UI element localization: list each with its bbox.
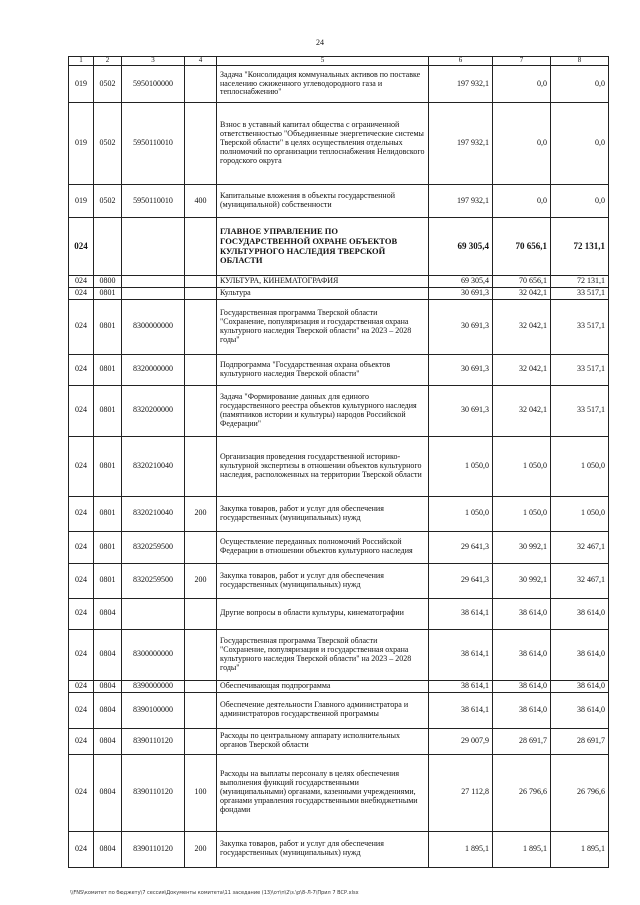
cell-amount-2026: 72 131,1 bbox=[551, 218, 609, 276]
cell-amount-2025: 32 042,1 bbox=[493, 354, 551, 385]
cell-amount-2024: 30 691,3 bbox=[429, 354, 493, 385]
cell-expense-type bbox=[185, 436, 217, 496]
cell-amount-2026: 28 691,7 bbox=[551, 728, 609, 754]
cell-expense-type bbox=[185, 276, 217, 288]
cell-section-code: 0804 bbox=[94, 598, 122, 629]
cell-target-article: 8320259500 bbox=[122, 563, 185, 598]
cell-section-code: 0804 bbox=[94, 754, 122, 831]
cell-target-article: 8390110120 bbox=[122, 728, 185, 754]
table-row bbox=[69, 531, 609, 563]
table-row bbox=[69, 598, 609, 629]
cell-amount-2026: 38 614,0 bbox=[551, 598, 609, 629]
cell-expense-type bbox=[185, 629, 217, 680]
cell-amount-2024: 69 305,4 bbox=[429, 218, 493, 276]
column-header: 4 bbox=[185, 57, 217, 66]
cell-description: Расходы по центральному аппарату исполнительных органов Тверской области bbox=[217, 728, 429, 754]
column-header: 1 bbox=[69, 57, 94, 66]
cell-amount-2024: 30 691,3 bbox=[429, 287, 493, 299]
cell-amount-2026: 1 050,0 bbox=[551, 436, 609, 496]
cell-section-code: 0804 bbox=[94, 728, 122, 754]
cell-amount-2024: 30 691,3 bbox=[429, 299, 493, 354]
cell-expense-type bbox=[185, 287, 217, 299]
cell-target-article: 8390100000 bbox=[122, 692, 185, 728]
cell-section-code: 0804 bbox=[94, 692, 122, 728]
cell-admin-code: 024 bbox=[69, 629, 94, 680]
cell-target-article bbox=[122, 598, 185, 629]
cell-amount-2024: 38 614,1 bbox=[429, 629, 493, 680]
cell-admin-code: 019 bbox=[69, 185, 94, 218]
cell-target-article: 8320200000 bbox=[122, 385, 185, 436]
table-row bbox=[69, 66, 609, 103]
cell-amount-2026: 33 517,1 bbox=[551, 354, 609, 385]
cell-expense-type: 100 bbox=[185, 754, 217, 831]
cell-amount-2025: 0,0 bbox=[493, 185, 551, 218]
cell-admin-code: 024 bbox=[69, 385, 94, 436]
footer-file-path: \\FNS\комитет по бюджету\7 сессия\Документы комитета\11 заседание (13)\от\п\2\з.\р\8-Л-7\Прил 7 ВСР.xlsx bbox=[70, 890, 359, 896]
cell-section-code bbox=[94, 218, 122, 276]
cell-amount-2024: 38 614,1 bbox=[429, 598, 493, 629]
cell-admin-code: 024 bbox=[69, 354, 94, 385]
cell-admin-code: 019 bbox=[69, 66, 94, 103]
table-row bbox=[69, 385, 609, 436]
cell-amount-2025: 1 050,0 bbox=[493, 496, 551, 531]
cell-amount-2024: 197 932,1 bbox=[429, 103, 493, 185]
cell-description: Обеспечение деятельности Главного администратора и администраторов государственной программы bbox=[217, 692, 429, 728]
cell-admin-code: 024 bbox=[69, 754, 94, 831]
cell-admin-code: 024 bbox=[69, 831, 94, 867]
cell-section-code: 0801 bbox=[94, 496, 122, 531]
cell-amount-2024: 27 112,8 bbox=[429, 754, 493, 831]
cell-admin-code: 024 bbox=[69, 496, 94, 531]
cell-amount-2024: 30 691,3 bbox=[429, 385, 493, 436]
table-row bbox=[69, 496, 609, 531]
cell-amount-2026: 0,0 bbox=[551, 66, 609, 103]
cell-target-article: 8320000000 bbox=[122, 354, 185, 385]
table-row bbox=[69, 680, 609, 692]
cell-expense-type: 200 bbox=[185, 563, 217, 598]
cell-amount-2025: 1 895,1 bbox=[493, 831, 551, 867]
cell-description: Расходы на выплаты персоналу в целях обеспечения выполнения функций государственными (муниципальными) органами, казенными учреждениями, органами управления государственными внебюджетными фондами bbox=[217, 754, 429, 831]
cell-section-code: 0502 bbox=[94, 66, 122, 103]
page-number: 24 bbox=[316, 38, 324, 47]
cell-amount-2026: 0,0 bbox=[551, 185, 609, 218]
cell-expense-type bbox=[185, 218, 217, 276]
cell-amount-2024: 1 050,0 bbox=[429, 436, 493, 496]
cell-description: Другие вопросы в области культуры, кинематографии bbox=[217, 598, 429, 629]
cell-amount-2025: 28 691,7 bbox=[493, 728, 551, 754]
cell-amount-2024: 197 932,1 bbox=[429, 66, 493, 103]
cell-amount-2025: 32 042,1 bbox=[493, 299, 551, 354]
cell-target-article: 8390110120 bbox=[122, 831, 185, 867]
cell-target-article bbox=[122, 287, 185, 299]
column-header: 5 bbox=[217, 57, 429, 66]
cell-expense-type bbox=[185, 680, 217, 692]
cell-section-code: 0801 bbox=[94, 531, 122, 563]
table-row bbox=[69, 354, 609, 385]
cell-admin-code: 024 bbox=[69, 287, 94, 299]
cell-amount-2026: 38 614,0 bbox=[551, 692, 609, 728]
cell-amount-2024: 197 932,1 bbox=[429, 185, 493, 218]
cell-amount-2025: 32 042,1 bbox=[493, 385, 551, 436]
cell-section-code: 0502 bbox=[94, 103, 122, 185]
table-row bbox=[69, 276, 609, 288]
cell-description: Государственная программа Тверской области "Сохранение, популяризация и государственная охрана культурного наследия Тверской области" на 2023 – 2028 годы" bbox=[217, 629, 429, 680]
column-header: 2 bbox=[94, 57, 122, 66]
column-number-header-row bbox=[69, 57, 609, 66]
table-row bbox=[69, 287, 609, 299]
cell-amount-2026: 0,0 bbox=[551, 103, 609, 185]
cell-expense-type bbox=[185, 692, 217, 728]
cell-amount-2025: 38 614,0 bbox=[493, 629, 551, 680]
cell-amount-2025: 30 992,1 bbox=[493, 531, 551, 563]
cell-amount-2024: 29 641,3 bbox=[429, 531, 493, 563]
cell-description: КУЛЬТУРА, КИНЕМАТОГРАФИЯ bbox=[217, 276, 429, 288]
cell-section-code: 0801 bbox=[94, 385, 122, 436]
table-row bbox=[69, 831, 609, 867]
table-row bbox=[69, 692, 609, 728]
cell-section-code: 0800 bbox=[94, 276, 122, 288]
table-row bbox=[69, 563, 609, 598]
cell-amount-2026: 38 614,0 bbox=[551, 629, 609, 680]
cell-description: Организация проведения государственной историко-культурной экспертизы в отношении объектов культурного наследия, расположенных на территории Тверской области bbox=[217, 436, 429, 496]
cell-amount-2024: 1 050,0 bbox=[429, 496, 493, 531]
table-row bbox=[69, 629, 609, 680]
table-row bbox=[69, 436, 609, 496]
cell-section-code: 0801 bbox=[94, 299, 122, 354]
cell-amount-2026: 26 796,6 bbox=[551, 754, 609, 831]
cell-target-article: 8320210040 bbox=[122, 436, 185, 496]
cell-admin-code: 024 bbox=[69, 728, 94, 754]
cell-amount-2026: 32 467,1 bbox=[551, 531, 609, 563]
cell-section-code: 0804 bbox=[94, 629, 122, 680]
cell-description: Осуществление переданных полномочий Российской Федерации в отношении объектов культурного наследия bbox=[217, 531, 429, 563]
cell-target-article bbox=[122, 218, 185, 276]
cell-expense-type: 200 bbox=[185, 831, 217, 867]
cell-amount-2024: 1 895,1 bbox=[429, 831, 493, 867]
cell-admin-code: 024 bbox=[69, 531, 94, 563]
cell-admin-code: 019 bbox=[69, 103, 94, 185]
cell-amount-2026: 38 614,0 bbox=[551, 680, 609, 692]
cell-admin-code: 024 bbox=[69, 563, 94, 598]
column-header: 6 bbox=[429, 57, 493, 66]
cell-amount-2025: 70 656,1 bbox=[493, 276, 551, 288]
column-header: 8 bbox=[551, 57, 609, 66]
table-row bbox=[69, 218, 609, 276]
cell-admin-code: 024 bbox=[69, 218, 94, 276]
cell-amount-2025: 1 050,0 bbox=[493, 436, 551, 496]
cell-amount-2026: 33 517,1 bbox=[551, 299, 609, 354]
cell-description: Задача "Формирование данных для единого государственного реестра объектов культурного наследия (памятников истории и культуры) народов Российской Федерации" bbox=[217, 385, 429, 436]
cell-target-article: 8320210040 bbox=[122, 496, 185, 531]
cell-amount-2026: 33 517,1 bbox=[551, 287, 609, 299]
cell-admin-code: 024 bbox=[69, 299, 94, 354]
cell-target-article: 5950110010 bbox=[122, 103, 185, 185]
cell-target-article: 8300000000 bbox=[122, 629, 185, 680]
cell-expense-type: 400 bbox=[185, 185, 217, 218]
cell-amount-2024: 38 614,1 bbox=[429, 692, 493, 728]
cell-target-article: 8320259500 bbox=[122, 531, 185, 563]
cell-description: Задача "Консолидация коммунальных активов по поставке населению сжиженного углеводородного газа и теплоснабжению" bbox=[217, 66, 429, 103]
cell-amount-2026: 32 467,1 bbox=[551, 563, 609, 598]
cell-description: Закупка товаров, работ и услуг для обеспечения государственных (муниципальных) нужд bbox=[217, 496, 429, 531]
cell-amount-2025: 0,0 bbox=[493, 103, 551, 185]
cell-description: Закупка товаров, работ и услуг для обеспечения государственных (муниципальных) нужд bbox=[217, 831, 429, 867]
cell-amount-2025: 70 656,1 bbox=[493, 218, 551, 276]
cell-section-code: 0801 bbox=[94, 563, 122, 598]
cell-expense-type bbox=[185, 385, 217, 436]
cell-admin-code: 024 bbox=[69, 680, 94, 692]
cell-target-article: 8300000000 bbox=[122, 299, 185, 354]
cell-admin-code: 024 bbox=[69, 692, 94, 728]
cell-expense-type bbox=[185, 354, 217, 385]
table-row bbox=[69, 185, 609, 218]
cell-section-code: 0801 bbox=[94, 436, 122, 496]
cell-description: Взнос в уставный капитал общества с ограниченной ответственностью "Объединенные энергетические системы Тверской области" в целях осуществления отдельных полномочий по организации теплоснабжения Нелидовского городского округа bbox=[217, 103, 429, 185]
cell-description: Закупка товаров, работ и услуг для обеспечения государственных (муниципальных) нужд bbox=[217, 563, 429, 598]
cell-admin-code: 024 bbox=[69, 598, 94, 629]
cell-amount-2025: 26 796,6 bbox=[493, 754, 551, 831]
cell-amount-2025: 38 614,0 bbox=[493, 598, 551, 629]
cell-section-code: 0801 bbox=[94, 354, 122, 385]
cell-expense-type bbox=[185, 531, 217, 563]
cell-admin-code: 024 bbox=[69, 276, 94, 288]
cell-amount-2026: 1 050,0 bbox=[551, 496, 609, 531]
table-row bbox=[69, 728, 609, 754]
cell-expense-type bbox=[185, 66, 217, 103]
table-row bbox=[69, 299, 609, 354]
cell-amount-2026: 72 131,1 bbox=[551, 276, 609, 288]
cell-target-article: 8390110120 bbox=[122, 754, 185, 831]
cell-description: Капитальные вложения в объекты государственной (муниципальной) собственности bbox=[217, 185, 429, 218]
cell-amount-2025: 38 614,0 bbox=[493, 692, 551, 728]
cell-description: Подпрограмма "Государственная охрана объектов культурного наследия Тверской области" bbox=[217, 354, 429, 385]
cell-expense-type bbox=[185, 103, 217, 185]
cell-description: ГЛАВНОЕ УПРАВЛЕНИЕ ПО ГОСУДАРСТВЕННОЙ ОХРАНЕ ОБЪЕКТОВ КУЛЬТУРНОГО НАСЛЕДИЯ ТВЕРСКОЙ ОБЛАСТИ bbox=[217, 218, 429, 276]
cell-expense-type bbox=[185, 728, 217, 754]
cell-expense-type bbox=[185, 598, 217, 629]
cell-admin-code: 024 bbox=[69, 436, 94, 496]
cell-amount-2024: 29 641,3 bbox=[429, 563, 493, 598]
column-header: 7 bbox=[493, 57, 551, 66]
cell-section-code: 0804 bbox=[94, 831, 122, 867]
table-row bbox=[69, 754, 609, 831]
column-header: 3 bbox=[122, 57, 185, 66]
cell-amount-2025: 0,0 bbox=[493, 66, 551, 103]
cell-section-code: 0804 bbox=[94, 680, 122, 692]
cell-amount-2025: 30 992,1 bbox=[493, 563, 551, 598]
cell-amount-2026: 33 517,1 bbox=[551, 385, 609, 436]
cell-target-article: 8390000000 bbox=[122, 680, 185, 692]
budget-table bbox=[68, 56, 609, 868]
cell-description: Обеспечивающая подпрограмма bbox=[217, 680, 429, 692]
cell-amount-2025: 32 042,1 bbox=[493, 287, 551, 299]
cell-section-code: 0801 bbox=[94, 287, 122, 299]
cell-target-article: 5950100000 bbox=[122, 66, 185, 103]
cell-section-code: 0502 bbox=[94, 185, 122, 218]
cell-amount-2024: 29 007,9 bbox=[429, 728, 493, 754]
cell-amount-2024: 38 614,1 bbox=[429, 680, 493, 692]
cell-amount-2024: 69 305,4 bbox=[429, 276, 493, 288]
cell-description: Культура bbox=[217, 287, 429, 299]
cell-amount-2025: 38 614,0 bbox=[493, 680, 551, 692]
cell-expense-type: 200 bbox=[185, 496, 217, 531]
cell-target-article: 5950110010 bbox=[122, 185, 185, 218]
cell-target-article bbox=[122, 276, 185, 288]
cell-amount-2026: 1 895,1 bbox=[551, 831, 609, 867]
table-row bbox=[69, 103, 609, 185]
cell-expense-type bbox=[185, 299, 217, 354]
cell-description: Государственная программа Тверской области "Сохранение, популяризация и государственная охрана культурного наследия Тверской области" на 2023 – 2028 годы" bbox=[217, 299, 429, 354]
